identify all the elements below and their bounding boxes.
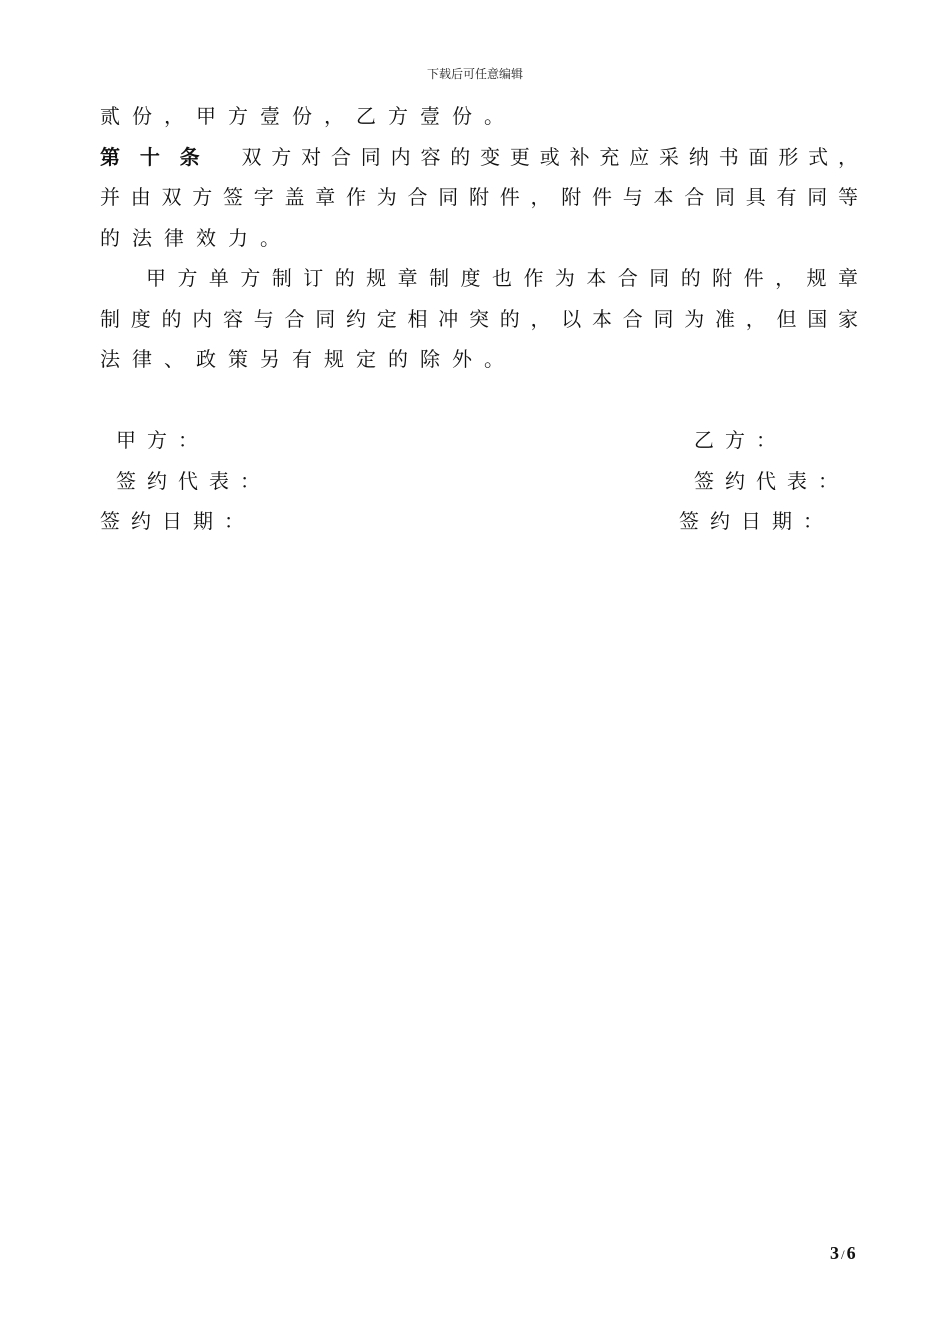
party-b-date: 签约日期： [679, 509, 834, 533]
article-10-text: 双方对合同内容的变更或补充应采纳书面形式， [241, 145, 859, 169]
total-pages: 6 [846, 1243, 856, 1263]
article-10-label: 第十条 [100, 145, 220, 169]
body-line-1: 贰份，甲方壹份，乙方壹份。 [100, 104, 516, 128]
paragraph-2-line-1: 甲方单方制订的规章制度也作为本合同的附件，规章 [146, 266, 858, 290]
party-a-label: 甲方： [116, 428, 209, 452]
article-10-line-3: 的法律效力。 [100, 226, 292, 250]
party-b-label: 乙方： [694, 428, 787, 452]
paragraph-2-line-2: 制度的内容与合同约定相冲突的，以本合同为准，但国家 [100, 307, 858, 331]
party-a-representative: 签约代表： [116, 469, 271, 493]
page-header: 下载后可任意编辑 [426, 67, 523, 81]
party-b-representative: 签约代表： [694, 469, 849, 493]
article-10-line-1 [100, 145, 858, 169]
page-number [830, 1243, 856, 1264]
paragraph-2-line-3: 法律、政策另有规定的除外。 [100, 347, 516, 371]
article-10-line-2: 并由双方签字盖章作为合同附件，附件与本合同具有同等 [100, 185, 858, 209]
current-page: 3 [830, 1243, 839, 1263]
page-separator: / [841, 1247, 845, 1262]
party-a-date: 签约日期： [100, 509, 255, 533]
